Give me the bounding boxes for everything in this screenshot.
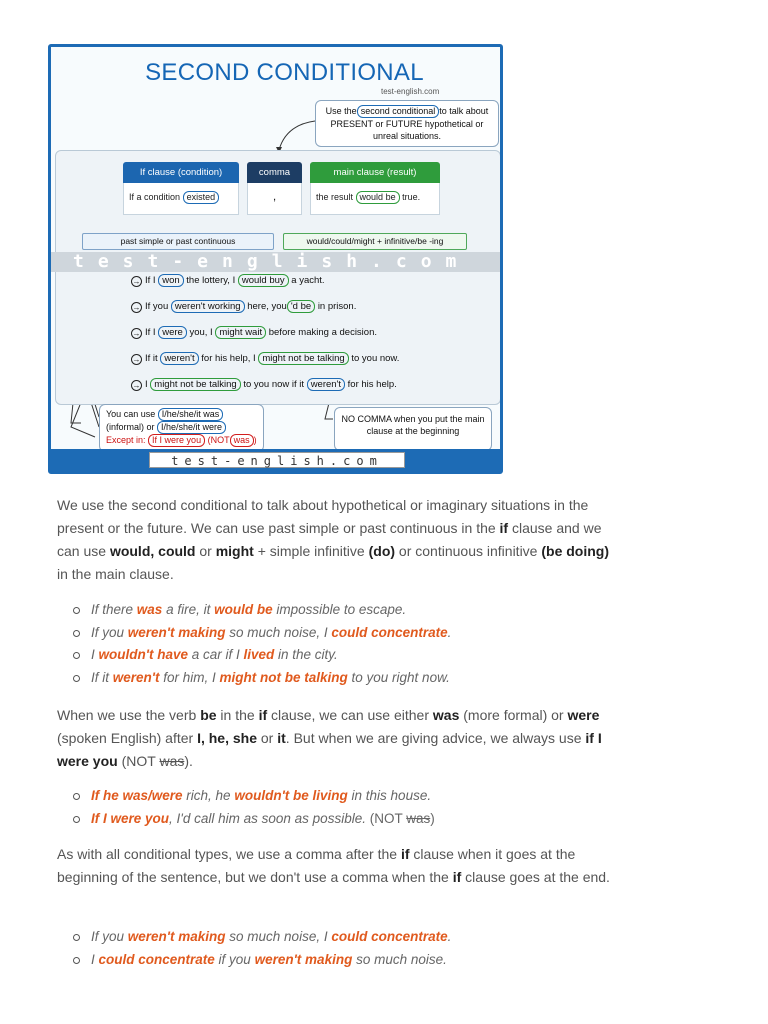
example-sentence: → If I won the lottery, I would buy a yacht. [132, 275, 325, 286]
comma-header: comma [247, 162, 302, 183]
was-were-note: You can use I/he/she/it was (informal) or I/he/she/it were Except in: If I were you (NOT was ) [99, 404, 264, 452]
if-clause-header: If clause (condition) [123, 162, 239, 183]
arrow-right-icon: → [132, 303, 141, 312]
be-paragraph: When we use the verb be in the if clause, we can use either was (more formal) or were (spoken English) after I, he, she or it. But when we are giving advice, we always use if I were you (NOT was). [57, 707, 602, 769]
usage-callout: Use the second conditional to talk about PRESENT or FUTURE hypothetical or unreal situations. [315, 100, 499, 147]
if-clause-body: If a condition existed [123, 183, 239, 215]
main-clause-body: the result would be true. [310, 183, 440, 215]
infographic-title: SECOND CONDITIONAL [145, 59, 424, 86]
arrow-right-icon: → [132, 381, 141, 390]
list-item: If you weren't making so much noise, I could concentrate. [73, 926, 633, 949]
no-comma-note: NO COMMA when you put the main clause at the beginning [334, 407, 492, 451]
comma-paragraph: As with all conditional types, we use a comma after the if clause when it goes at the beginning of the sentence, but we don't use a comma when the if clause goes at the end. [57, 846, 610, 885]
second-conditional-infographic [48, 44, 503, 474]
watermark-band: test-english.com [51, 252, 500, 272]
main-clause-header: main clause (result) [310, 162, 440, 183]
example-sentence: → I might not be talking to you now if it weren't for his help. [132, 379, 397, 390]
example-list [73, 926, 633, 971]
list-item: If it weren't for him, I might not be talking to you right now. [73, 667, 633, 690]
list-item: If you weren't making so much noise, I could concentrate. [73, 622, 633, 645]
list-item: If he was/were rich, he wouldn't be living in this house. [73, 785, 633, 808]
comma-body: , [247, 183, 302, 215]
example-sentence: → If I were you, I might wait before making a decision. [132, 327, 377, 338]
footer-brand: test-english.com [149, 452, 405, 468]
list-item: If I were you, I'd call him as soon as possible. (NOT was) [73, 808, 633, 831]
arrow-right-icon: → [132, 355, 141, 364]
infographic-brand: test-english.com [381, 87, 440, 96]
example-list [73, 785, 633, 830]
example-list [73, 599, 633, 689]
list-item: I could concentrate if you weren't making so much noise. [73, 949, 633, 972]
intro-paragraph: We use the second conditional to talk about hypothetical or imaginary situations in the present or the future. We can use past simple or past continuous in the if clause and we can use would, could or might + simple infinitive (do) or continuous infinitive (be doing) in the main clause. [57, 497, 610, 582]
arrow-right-icon: → [132, 329, 141, 338]
list-item: I wouldn't have a car if I lived in the city. [73, 644, 633, 667]
if-tense-tag: past simple or past continuous [82, 233, 274, 250]
example-sentence: → If it weren't for his help, I might not be talking to you now. [132, 353, 400, 364]
list-item: If there was a fire, it would be impossible to escape. [73, 599, 633, 622]
main-tense-tag: would/could/might + infinitive/be -ing [283, 233, 467, 250]
arrow-right-icon: → [132, 277, 141, 286]
example-sentence: → If you weren't working here, you 'd be in prison. [132, 301, 357, 312]
infographic-footer [51, 449, 500, 471]
